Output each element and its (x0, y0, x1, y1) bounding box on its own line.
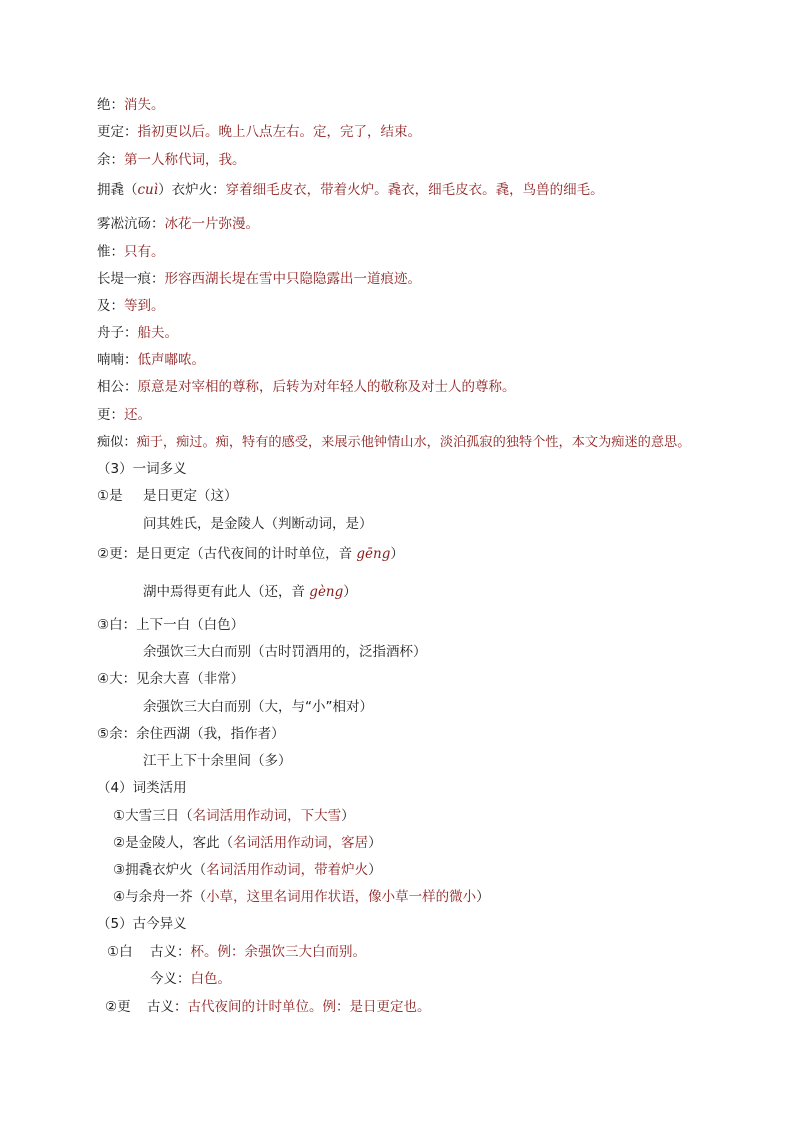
word-class-entry (113, 806, 355, 826)
glossary-entry (97, 350, 205, 370)
meaning-text: 杯。例：余强饮三大白而别。 (190, 944, 366, 960)
section-heading: （4）词类活用 (97, 780, 187, 796)
entry-number: ⑤余： (97, 726, 137, 742)
glossary-entry (97, 150, 246, 170)
usage-note: 小草，这里名词用作状语，像小草一样的微小 (206, 889, 477, 905)
modern-meaning (150, 969, 231, 989)
glossary-entry (97, 433, 690, 453)
glossary-term: 雾凇沆砀： (97, 216, 165, 232)
glossary-term: 更： (97, 407, 124, 423)
example-text: ②是金陵人，客此（ (113, 835, 234, 851)
glossary-entry (97, 296, 165, 316)
polysemy-entry (97, 724, 285, 744)
entry-number: ③白： (97, 617, 137, 633)
glossary-entry (97, 95, 165, 115)
glossary-definition: 低声嘟哝。 (137, 352, 205, 368)
polysemy-example: 问其姓氏，是金陵人（判断动词，是） (143, 516, 373, 532)
glossary-definition: 穿着细毛皮衣，带着火炉。毳衣，细毛皮衣。毳，鸟兽的细毛。 (225, 182, 604, 198)
usage-note: 名词活用作动词，带着炉火 (206, 862, 369, 878)
glossary-entry (97, 405, 151, 425)
entry-number: ①白 (107, 944, 133, 960)
polysemy-example: 是日更定（这） (143, 488, 238, 504)
ancient-meaning (147, 997, 431, 1017)
glossary-term: 相公： (97, 379, 138, 395)
glossary-term: 长堤一痕： (97, 271, 165, 287)
glossary-entry (97, 323, 178, 343)
example-text: ） (341, 808, 355, 824)
polysemy-text: 湖中焉得更有此人（还，音 (143, 584, 310, 600)
word-class-entry (113, 860, 382, 880)
polysemy-example: 余强饮三大白而别（古时罚酒用的，泛指酒杯） (143, 644, 427, 660)
polysemy-entry (97, 615, 244, 635)
section-heading: （3）一词多义 (97, 461, 187, 477)
polysemy-entry (97, 544, 404, 564)
glossary-term: 及： (97, 298, 124, 314)
glossary-term: ）衣炉火： (158, 182, 226, 198)
meaning-text: 古代夜间的计时单位。例：是日更定也。 (187, 999, 431, 1015)
glossary-entry (97, 122, 421, 142)
entry-number: ①是 (97, 488, 123, 504)
glossary-entry (97, 214, 259, 234)
glossary-definition: 第一人称代词，我。 (124, 152, 246, 168)
example-text: ） (476, 889, 490, 905)
word-class-entry (113, 833, 382, 853)
glossary-definition: 消失。 (124, 97, 165, 113)
glossary-definition: 等到。 (124, 298, 165, 314)
glossary-term: 拥毳（ (97, 182, 138, 198)
glossary-definition: 还。 (124, 407, 151, 423)
glossary-definition: 指初更以后。晚上八点左右。定，完了，结束。 (137, 124, 421, 140)
pinyin: cuì (137, 182, 159, 198)
glossary-definition: 只有。 (124, 244, 165, 260)
polysemy-example: 余住西湖（我，指作者） (136, 726, 285, 742)
polysemy-entry (97, 486, 123, 506)
glossary-definition: 原意是对宰相的尊称，后转为对年轻人的敬称及对士人的尊称。 (137, 379, 516, 395)
glossary-definition: 形容西湖长堤在雪中只隐隐露出一道痕迹。 (164, 271, 421, 287)
pinyin: gèng (309, 584, 344, 600)
entry-number: ②更： (97, 546, 137, 562)
example-text: ③拥毳衣炉火（ (113, 862, 207, 878)
polysemy-entry (97, 669, 244, 689)
polysemy-example: 上下一白（白色） (136, 617, 245, 633)
ancient-modern-entry (107, 942, 133, 962)
usage-note: 名词活用作动词，下大雪 (192, 808, 342, 824)
glossary-term: 喃喃： (97, 352, 138, 368)
entry-number: ②更 (105, 999, 131, 1015)
example-text: ④与余舟一芥（ (113, 889, 207, 905)
glossary-term: 余： (97, 152, 124, 168)
meaning-label: 今义： (150, 971, 191, 987)
polysemy-example: 江干上下十余里间（多） (143, 753, 292, 769)
glossary-definition: 冰花一片弥漫。 (164, 216, 259, 232)
example-text: ） (368, 835, 382, 851)
polysemy-example: 见余大喜（非常） (136, 671, 245, 687)
glossary-term: 更定： (97, 124, 138, 140)
glossary-definition: 痴于，痴过。痴，特有的感受，来展示他钟情山水，淡泊孤寂的独特个性，本文为痴迷的意思。 (136, 435, 691, 450)
example-text: ） (368, 862, 382, 878)
ancient-meaning (150, 942, 366, 962)
meaning-text: 白色。 (190, 971, 231, 987)
entry-number: ④大： (97, 671, 137, 687)
glossary-term: 舟子： (97, 325, 138, 341)
glossary-term: 痴似： (97, 435, 137, 450)
ancient-modern-entry (105, 997, 131, 1017)
glossary-term: 惟： (97, 244, 124, 260)
polysemy-text: ） (343, 584, 357, 600)
polysemy-example (143, 582, 357, 602)
glossary-entry (97, 242, 165, 262)
pinyin: gēng (356, 546, 391, 562)
polysemy-example: ） (390, 546, 404, 562)
glossary-entry (97, 377, 516, 397)
meaning-label: 古义： (150, 944, 191, 960)
word-class-entry (113, 887, 490, 907)
glossary-entry (97, 180, 604, 200)
glossary-entry (97, 269, 421, 289)
section-heading: （5）古今异义 (97, 916, 187, 932)
usage-note: 名词活用作动词，客居 (233, 835, 369, 851)
glossary-definition: 船夫。 (137, 325, 178, 341)
polysemy-example: 是日更定（古代夜间的计时单位，音 (136, 546, 357, 562)
polysemy-example: 余强饮三大白而别（大，与“小”相对） (143, 699, 373, 715)
meaning-label: 古义： (147, 999, 188, 1015)
glossary-term: 绝： (97, 97, 124, 113)
example-text: ①大雪三日（ (113, 808, 193, 824)
